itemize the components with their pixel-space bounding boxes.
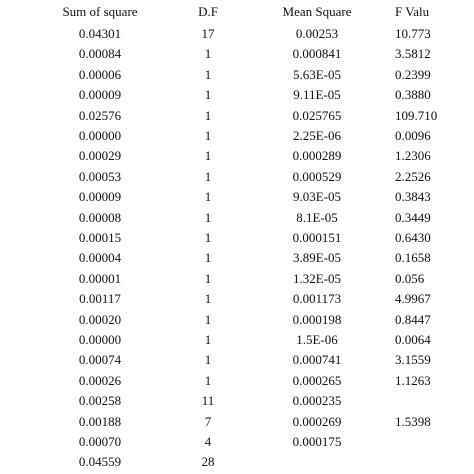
cell-mean-square: 8.1E-05 — [296, 209, 338, 225]
cell-f-value: 3.1559 — [395, 352, 431, 368]
cell-df: 1 — [204, 66, 212, 82]
table-row — [0, 146, 474, 166]
cell-mean-square: 0.025765 — [292, 107, 342, 123]
table-row — [0, 106, 474, 126]
cell-mean-square: 1.32E-05 — [292, 270, 342, 286]
cell-sum-of-square: 0.00000 — [78, 128, 122, 143]
cell-f-value: 3.5812 — [395, 46, 431, 62]
cell-mean-square: 0.000151 — [292, 230, 342, 245]
cell-df: 1 — [204, 230, 212, 245]
cell-mean-square: 3.89E-05 — [292, 250, 342, 266]
cell-mean-square: 0.000265 — [292, 372, 342, 388]
cell-sum-of-square: 0.00117 — [79, 291, 121, 307]
cell-sum-of-square: 0.00009 — [78, 189, 122, 205]
table-row — [0, 330, 474, 350]
cell-df: 17 — [201, 26, 215, 41]
cell-df: 1 — [204, 372, 212, 388]
table-row — [0, 44, 474, 64]
cell-df: 1 — [204, 128, 212, 143]
table-row — [0, 24, 474, 44]
table-row — [0, 248, 474, 268]
table-row — [0, 289, 474, 309]
header-f-value: F Valu — [395, 4, 430, 19]
table-row — [0, 187, 474, 207]
cell-mean-square: 0.000289 — [292, 148, 342, 164]
cell-f-value: 1.2306 — [395, 148, 431, 164]
cell-df: 1 — [204, 352, 212, 368]
table-row — [0, 126, 474, 146]
cell-sum-of-square: 0.00074 — [78, 352, 122, 368]
cell-df: 1 — [204, 168, 212, 184]
cell-mean-square: 0.000269 — [292, 413, 342, 429]
header-mean-square: Mean Square — [282, 4, 352, 19]
cell-mean-square: 0.000529 — [292, 168, 342, 184]
cell-mean-square: 0.001173 — [292, 291, 342, 307]
cell-df: 1 — [204, 311, 212, 327]
cell-sum-of-square: 0.00026 — [78, 372, 122, 388]
cell-f-value: 0.3843 — [395, 189, 431, 205]
cell-f-value: 0.3449 — [395, 209, 431, 225]
cell-f-value: 0.2399 — [395, 66, 431, 82]
cell-mean-square: 0.000841 — [292, 46, 342, 62]
table-row — [0, 391, 474, 411]
cell-sum-of-square: 0.00053 — [78, 168, 122, 184]
cell-f-value: 4.9967 — [395, 291, 431, 307]
table-header-row — [0, 2, 474, 22]
cell-sum-of-square: 0.00084 — [78, 46, 122, 62]
table-row — [0, 85, 474, 105]
cell-f-value: 109.710 — [395, 107, 438, 123]
cell-sum-of-square: 0.00020 — [78, 311, 122, 327]
cell-f-value: 0.3880 — [395, 87, 431, 103]
cell-mean-square: 2.25E-06 — [292, 128, 342, 143]
cell-df: 1 — [204, 46, 212, 62]
cell-f-value: 0.0064 — [395, 332, 431, 347]
cell-f-value: 0.0096 — [395, 128, 431, 143]
cell-sum-of-square: 0.00258 — [78, 393, 122, 409]
cell-df: 1 — [204, 87, 212, 103]
cell-f-value: 0.056 — [395, 270, 425, 286]
cell-sum-of-square: 0.00029 — [78, 148, 122, 164]
cell-sum-of-square: 0.00188 — [78, 413, 122, 429]
cell-mean-square: 9.03E-05 — [292, 189, 342, 205]
cell-df: 11 — [201, 393, 215, 409]
cell-mean-square: 0.000175 — [292, 434, 342, 449]
cell-f-value: 2.2526 — [395, 168, 431, 184]
cell-df: 7 — [204, 413, 212, 429]
cell-mean-square: 0.000198 — [292, 311, 342, 327]
cell-sum-of-square: 0.00001 — [78, 270, 122, 286]
table-row — [0, 208, 474, 228]
table-row — [0, 228, 474, 248]
cell-f-value: 1.5398 — [395, 413, 431, 429]
cell-f-value: 0.6430 — [395, 230, 431, 245]
cell-f-value: 10.773 — [395, 26, 431, 41]
cell-sum-of-square: 0.00008 — [78, 209, 122, 225]
cell-sum-of-square: 0.00000 — [78, 332, 122, 347]
table-row — [0, 350, 474, 370]
cell-df: 1 — [204, 148, 212, 164]
cell-df: 1 — [204, 189, 212, 205]
header-sum-of-square: Sum of square — [62, 4, 138, 19]
cell-mean-square: 0.00253 — [295, 26, 339, 41]
cell-mean-square: 0.000235 — [292, 393, 342, 409]
cell-sum-of-square: 0.04559 — [78, 454, 122, 470]
table-row — [0, 269, 474, 289]
cell-sum-of-square: 0.00015 — [78, 230, 122, 245]
cell-sum-of-square: 0.04301 — [78, 26, 122, 41]
cell-df: 1 — [204, 107, 212, 123]
table-row — [0, 167, 474, 187]
cell-df: 1 — [204, 209, 212, 225]
table-row — [0, 371, 474, 391]
cell-mean-square: 9.11E-05 — [293, 87, 341, 103]
table-row — [0, 432, 474, 452]
cell-sum-of-square: 0.00006 — [78, 66, 122, 82]
table-row — [0, 452, 474, 472]
cell-sum-of-square: 0.00070 — [78, 434, 122, 449]
cell-df: 1 — [204, 291, 212, 307]
table-row — [0, 310, 474, 330]
cell-df: 1 — [204, 332, 212, 347]
cell-mean-square: 0.000741 — [292, 352, 342, 368]
cell-df: 1 — [204, 270, 212, 286]
cell-df: 28 — [201, 454, 215, 470]
cell-df: 4 — [204, 434, 212, 449]
cell-mean-square: 1.5E-06 — [296, 332, 338, 347]
cell-df: 1 — [204, 250, 212, 266]
cell-sum-of-square: 0.00004 — [78, 250, 122, 266]
cell-sum-of-square: 0.02576 — [78, 107, 122, 123]
header-df: D.F — [198, 4, 218, 19]
cell-f-value: 1.1263 — [395, 372, 431, 388]
cell-mean-square: 5.63E-05 — [292, 66, 342, 82]
table-row — [0, 412, 474, 432]
table-row — [0, 65, 474, 85]
cell-sum-of-square: 0.00009 — [78, 87, 122, 103]
cell-f-value: 0.1658 — [395, 250, 431, 266]
cell-f-value: 0.8447 — [395, 311, 431, 327]
